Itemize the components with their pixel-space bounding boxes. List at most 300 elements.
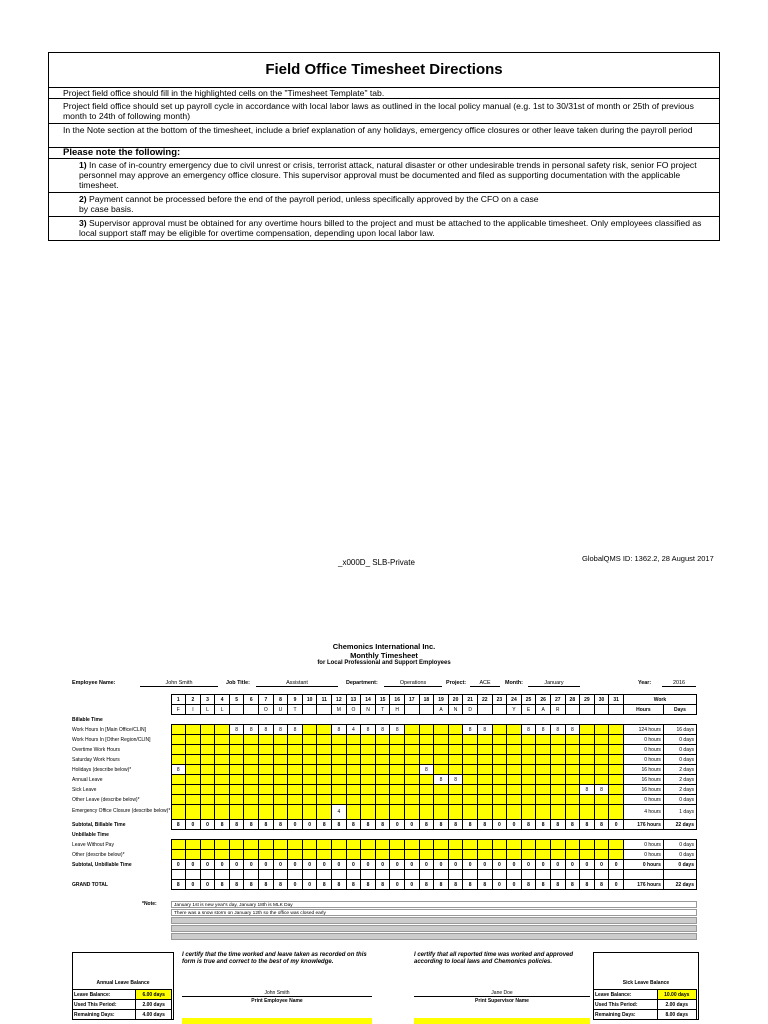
day-cell[interactable]: 8 <box>594 785 609 795</box>
day-cell[interactable] <box>580 725 595 735</box>
day-cell[interactable]: 4 <box>332 805 347 820</box>
day-cell[interactable] <box>186 755 201 765</box>
day-cell[interactable] <box>405 725 420 735</box>
day-cell[interactable] <box>448 785 463 795</box>
day-cell[interactable] <box>405 785 420 795</box>
day-cell[interactable] <box>332 775 347 785</box>
day-cell[interactable] <box>594 775 609 785</box>
employee-name-value[interactable]: John Smith <box>140 680 218 687</box>
day-cell[interactable] <box>580 735 595 745</box>
day-cell[interactable] <box>565 765 580 775</box>
day-cell[interactable] <box>580 850 595 860</box>
day-cell[interactable] <box>463 785 478 795</box>
day-cell[interactable] <box>186 840 201 850</box>
day-cell[interactable] <box>492 785 507 795</box>
day-cell[interactable] <box>288 775 303 785</box>
day-cell[interactable] <box>550 755 565 765</box>
day-cell[interactable] <box>609 745 624 755</box>
day-cell[interactable] <box>390 765 405 775</box>
day-cell[interactable]: 8 <box>273 725 288 735</box>
day-cell[interactable] <box>229 775 244 785</box>
day-cell[interactable] <box>186 745 201 755</box>
day-cell[interactable] <box>346 735 361 745</box>
day-cell[interactable] <box>361 775 376 785</box>
day-cell[interactable]: 8 <box>448 775 463 785</box>
day-cell[interactable] <box>419 745 434 755</box>
day-cell[interactable] <box>375 755 390 765</box>
day-cell[interactable] <box>346 795 361 805</box>
day-cell[interactable] <box>288 850 303 860</box>
day-cell[interactable] <box>317 755 332 765</box>
day-cell[interactable] <box>609 775 624 785</box>
day-cell[interactable] <box>244 745 259 755</box>
day-cell[interactable] <box>317 840 332 850</box>
day-cell[interactable] <box>229 745 244 755</box>
day-cell[interactable] <box>200 840 215 850</box>
day-cell[interactable]: 8 <box>419 765 434 775</box>
day-cell[interactable] <box>302 805 317 820</box>
day-cell[interactable] <box>550 785 565 795</box>
day-cell[interactable] <box>521 805 536 820</box>
day-cell[interactable] <box>200 805 215 820</box>
day-cell[interactable] <box>259 785 274 795</box>
day-cell[interactable] <box>186 735 201 745</box>
day-cell[interactable] <box>521 765 536 775</box>
day-cell[interactable] <box>361 785 376 795</box>
day-cell[interactable] <box>215 840 230 850</box>
day-cell[interactable] <box>463 850 478 860</box>
day-cell[interactable]: 4 <box>346 725 361 735</box>
day-cell[interactable] <box>346 840 361 850</box>
day-cell[interactable] <box>405 735 420 745</box>
day-cell[interactable] <box>186 850 201 860</box>
day-cell[interactable] <box>302 850 317 860</box>
day-cell[interactable] <box>390 805 405 820</box>
day-cell[interactable] <box>332 840 347 850</box>
day-cell[interactable] <box>550 850 565 860</box>
day-cell[interactable] <box>419 785 434 795</box>
day-cell[interactable] <box>521 775 536 785</box>
day-cell[interactable] <box>259 795 274 805</box>
day-cell[interactable] <box>565 805 580 820</box>
employee-print-name[interactable]: John Smith <box>264 990 290 996</box>
day-cell[interactable] <box>200 765 215 775</box>
day-cell[interactable]: 8 <box>434 775 449 785</box>
day-cell[interactable] <box>215 785 230 795</box>
day-cell[interactable] <box>448 755 463 765</box>
project-value[interactable]: ACE <box>470 680 500 687</box>
day-cell[interactable] <box>536 735 551 745</box>
day-cell[interactable] <box>507 765 522 775</box>
day-cell[interactable] <box>477 840 492 850</box>
day-cell[interactable] <box>346 775 361 785</box>
day-cell[interactable] <box>302 725 317 735</box>
day-cell[interactable] <box>419 795 434 805</box>
day-cell[interactable] <box>200 735 215 745</box>
day-cell[interactable] <box>550 775 565 785</box>
day-cell[interactable] <box>346 765 361 775</box>
day-cell[interactable] <box>288 785 303 795</box>
day-cell[interactable] <box>273 755 288 765</box>
day-cell[interactable] <box>390 795 405 805</box>
day-cell[interactable] <box>244 775 259 785</box>
day-cell[interactable] <box>229 840 244 850</box>
day-cell[interactable] <box>419 755 434 765</box>
day-cell[interactable] <box>259 745 274 755</box>
day-cell[interactable] <box>492 805 507 820</box>
day-cell[interactable] <box>405 775 420 785</box>
day-cell[interactable] <box>492 775 507 785</box>
day-cell[interactable] <box>609 795 624 805</box>
day-cell[interactable]: 8 <box>332 725 347 735</box>
day-cell[interactable] <box>229 795 244 805</box>
day-cell[interactable] <box>317 775 332 785</box>
day-cell[interactable] <box>317 735 332 745</box>
day-cell[interactable] <box>448 840 463 850</box>
day-cell[interactable] <box>565 785 580 795</box>
day-cell[interactable] <box>171 840 186 850</box>
day-cell[interactable] <box>507 735 522 745</box>
day-cell[interactable] <box>507 775 522 785</box>
day-cell[interactable] <box>492 735 507 745</box>
day-cell[interactable] <box>346 850 361 860</box>
day-cell[interactable] <box>288 735 303 745</box>
supervisor-print-name[interactable]: Jane Doe <box>491 990 513 996</box>
day-cell[interactable] <box>448 795 463 805</box>
day-cell[interactable] <box>536 840 551 850</box>
day-cell[interactable] <box>229 755 244 765</box>
day-cell[interactable] <box>259 850 274 860</box>
day-cell[interactable] <box>346 745 361 755</box>
day-cell[interactable] <box>346 805 361 820</box>
day-cell[interactable] <box>419 725 434 735</box>
day-cell[interactable] <box>186 795 201 805</box>
day-cell[interactable] <box>419 775 434 785</box>
day-cell[interactable] <box>405 840 420 850</box>
day-cell[interactable] <box>375 785 390 795</box>
day-cell[interactable] <box>361 765 376 775</box>
day-cell[interactable] <box>419 840 434 850</box>
day-cell[interactable] <box>477 775 492 785</box>
day-cell[interactable] <box>405 850 420 860</box>
day-cell[interactable] <box>186 725 201 735</box>
day-cell[interactable] <box>492 725 507 735</box>
day-cell[interactable] <box>346 755 361 765</box>
day-cell[interactable] <box>536 795 551 805</box>
day-cell[interactable] <box>594 765 609 775</box>
day-cell[interactable] <box>171 795 186 805</box>
day-cell[interactable] <box>434 765 449 775</box>
day-cell[interactable] <box>215 725 230 735</box>
day-cell[interactable] <box>259 805 274 820</box>
day-cell[interactable] <box>273 850 288 860</box>
day-cell[interactable] <box>288 765 303 775</box>
day-cell[interactable]: 8 <box>259 725 274 735</box>
day-cell[interactable] <box>565 745 580 755</box>
day-cell[interactable] <box>477 805 492 820</box>
day-cell[interactable] <box>405 745 420 755</box>
day-cell[interactable] <box>609 785 624 795</box>
day-cell[interactable] <box>186 785 201 795</box>
day-cell[interactable] <box>463 795 478 805</box>
day-cell[interactable] <box>521 850 536 860</box>
day-cell[interactable] <box>273 840 288 850</box>
day-cell[interactable] <box>448 765 463 775</box>
day-cell[interactable] <box>434 840 449 850</box>
day-cell[interactable] <box>594 735 609 745</box>
day-cell[interactable] <box>375 745 390 755</box>
day-cell[interactable] <box>317 725 332 735</box>
day-cell[interactable] <box>390 785 405 795</box>
day-cell[interactable] <box>536 775 551 785</box>
note-line-1[interactable]: January 1st is new year's day, January 18th is MLK Day <box>171 901 697 908</box>
day-cell[interactable] <box>390 735 405 745</box>
day-cell[interactable] <box>507 805 522 820</box>
day-cell[interactable] <box>259 775 274 785</box>
day-cell[interactable] <box>580 755 595 765</box>
day-cell[interactable]: 8 <box>375 725 390 735</box>
day-cell[interactable] <box>609 735 624 745</box>
day-cell[interactable] <box>273 805 288 820</box>
day-cell[interactable] <box>200 795 215 805</box>
day-cell[interactable] <box>477 745 492 755</box>
day-cell[interactable] <box>507 840 522 850</box>
day-cell[interactable] <box>492 755 507 765</box>
day-cell[interactable] <box>507 850 522 860</box>
day-cell[interactable] <box>477 850 492 860</box>
day-cell[interactable] <box>215 805 230 820</box>
day-cell[interactable] <box>186 765 201 775</box>
day-cell[interactable] <box>507 725 522 735</box>
day-cell[interactable] <box>215 850 230 860</box>
day-cell[interactable] <box>405 765 420 775</box>
annual-balance-value[interactable]: 6.00 days <box>136 990 172 1000</box>
day-cell[interactable] <box>317 765 332 775</box>
day-cell[interactable] <box>200 745 215 755</box>
day-cell[interactable]: 8 <box>580 785 595 795</box>
day-cell[interactable] <box>171 785 186 795</box>
day-cell[interactable] <box>419 805 434 820</box>
day-cell[interactable] <box>565 735 580 745</box>
day-cell[interactable] <box>200 725 215 735</box>
day-cell[interactable] <box>361 735 376 745</box>
day-cell[interactable] <box>302 795 317 805</box>
day-cell[interactable] <box>332 735 347 745</box>
day-cell[interactable] <box>244 735 259 745</box>
day-cell[interactable] <box>375 775 390 785</box>
day-cell[interactable] <box>609 850 624 860</box>
day-cell[interactable] <box>332 850 347 860</box>
day-cell[interactable] <box>565 840 580 850</box>
day-cell[interactable] <box>171 725 186 735</box>
day-cell[interactable] <box>419 850 434 860</box>
day-cell[interactable] <box>259 735 274 745</box>
day-cell[interactable] <box>609 840 624 850</box>
day-cell[interactable] <box>477 795 492 805</box>
department-value[interactable]: Operations <box>384 680 442 687</box>
day-cell[interactable] <box>609 805 624 820</box>
day-cell[interactable] <box>390 850 405 860</box>
day-cell[interactable]: 8 <box>521 725 536 735</box>
day-cell[interactable] <box>419 735 434 745</box>
day-cell[interactable] <box>302 775 317 785</box>
day-cell[interactable] <box>288 745 303 755</box>
day-cell[interactable] <box>507 785 522 795</box>
day-cell[interactable] <box>565 755 580 765</box>
day-cell[interactable] <box>477 765 492 775</box>
day-cell[interactable] <box>171 745 186 755</box>
day-cell[interactable] <box>521 755 536 765</box>
supervisor-signature-field[interactable] <box>414 1018 590 1024</box>
day-cell[interactable] <box>594 850 609 860</box>
day-cell[interactable]: 8 <box>288 725 303 735</box>
day-cell[interactable] <box>609 755 624 765</box>
day-cell[interactable] <box>405 805 420 820</box>
day-cell[interactable] <box>215 745 230 755</box>
day-cell[interactable] <box>550 765 565 775</box>
day-cell[interactable] <box>361 805 376 820</box>
day-cell[interactable] <box>273 765 288 775</box>
day-cell[interactable] <box>302 755 317 765</box>
day-cell[interactable] <box>288 755 303 765</box>
day-cell[interactable] <box>302 765 317 775</box>
day-cell[interactable] <box>550 745 565 755</box>
day-cell[interactable] <box>200 755 215 765</box>
day-cell[interactable] <box>375 765 390 775</box>
day-cell[interactable] <box>434 805 449 820</box>
day-cell[interactable] <box>229 850 244 860</box>
day-cell[interactable] <box>580 795 595 805</box>
day-cell[interactable] <box>463 735 478 745</box>
day-cell[interactable]: 8 <box>477 725 492 735</box>
day-cell[interactable] <box>259 840 274 850</box>
day-cell[interactable] <box>405 795 420 805</box>
day-cell[interactable] <box>594 795 609 805</box>
day-cell[interactable] <box>332 755 347 765</box>
day-cell[interactable] <box>550 840 565 850</box>
day-cell[interactable] <box>390 755 405 765</box>
day-cell[interactable] <box>477 785 492 795</box>
month-value[interactable]: January <box>528 680 580 687</box>
day-cell[interactable] <box>536 765 551 775</box>
day-cell[interactable] <box>244 785 259 795</box>
day-cell[interactable] <box>565 795 580 805</box>
day-cell[interactable] <box>609 765 624 775</box>
day-cell[interactable] <box>171 735 186 745</box>
day-cell[interactable] <box>594 745 609 755</box>
day-cell[interactable] <box>565 775 580 785</box>
day-cell[interactable] <box>171 755 186 765</box>
day-cell[interactable] <box>477 755 492 765</box>
day-cell[interactable] <box>463 745 478 755</box>
note-line-2[interactable]: There was a snow storm on January 12th so the office was closed early <box>171 909 697 916</box>
note-line-4[interactable] <box>171 925 697 932</box>
day-cell[interactable] <box>215 775 230 785</box>
day-cell[interactable] <box>375 795 390 805</box>
day-cell[interactable] <box>244 795 259 805</box>
day-cell[interactable]: 8 <box>244 725 259 735</box>
note-line-3[interactable] <box>171 917 697 924</box>
day-cell[interactable] <box>390 775 405 785</box>
day-cell[interactable] <box>332 795 347 805</box>
day-cell[interactable] <box>594 755 609 765</box>
day-cell[interactable] <box>346 785 361 795</box>
day-cell[interactable] <box>434 785 449 795</box>
day-cell[interactable]: 8 <box>463 725 478 735</box>
day-cell[interactable] <box>492 850 507 860</box>
day-cell[interactable] <box>550 805 565 820</box>
day-cell[interactable] <box>259 765 274 775</box>
day-cell[interactable] <box>317 805 332 820</box>
day-cell[interactable] <box>361 755 376 765</box>
day-cell[interactable] <box>536 785 551 795</box>
day-cell[interactable] <box>390 745 405 755</box>
day-cell[interactable] <box>244 850 259 860</box>
day-cell[interactable]: 8 <box>229 725 244 735</box>
day-cell[interactable] <box>171 775 186 785</box>
day-cell[interactable] <box>215 755 230 765</box>
day-cell[interactable] <box>200 850 215 860</box>
day-cell[interactable] <box>507 745 522 755</box>
day-cell[interactable] <box>521 785 536 795</box>
day-cell[interactable] <box>463 755 478 765</box>
day-cell[interactable] <box>580 745 595 755</box>
day-cell[interactable] <box>448 735 463 745</box>
day-cell[interactable] <box>200 785 215 795</box>
day-cell[interactable] <box>186 775 201 785</box>
day-cell[interactable] <box>434 735 449 745</box>
employee-signature-field[interactable] <box>182 1018 372 1024</box>
day-cell[interactable] <box>550 795 565 805</box>
day-cell[interactable] <box>375 840 390 850</box>
day-cell[interactable] <box>609 725 624 735</box>
day-cell[interactable] <box>434 725 449 735</box>
day-cell[interactable] <box>244 755 259 765</box>
day-cell[interactable] <box>594 725 609 735</box>
day-cell[interactable] <box>375 805 390 820</box>
day-cell[interactable] <box>332 745 347 755</box>
day-cell[interactable] <box>244 765 259 775</box>
day-cell[interactable] <box>215 765 230 775</box>
day-cell[interactable] <box>259 755 274 765</box>
day-cell[interactable] <box>507 795 522 805</box>
day-cell[interactable] <box>229 735 244 745</box>
day-cell[interactable] <box>463 805 478 820</box>
day-cell[interactable] <box>171 850 186 860</box>
day-cell[interactable] <box>463 765 478 775</box>
day-cell[interactable] <box>507 755 522 765</box>
sick-balance-value[interactable]: 10.00 days <box>657 990 697 1000</box>
day-cell[interactable] <box>215 735 230 745</box>
day-cell[interactable]: 8 <box>536 725 551 735</box>
day-cell[interactable] <box>521 745 536 755</box>
day-cell[interactable] <box>434 850 449 860</box>
day-cell[interactable] <box>580 805 595 820</box>
day-cell[interactable] <box>302 745 317 755</box>
day-cell[interactable] <box>244 840 259 850</box>
day-cell[interactable] <box>332 765 347 775</box>
day-cell[interactable] <box>215 795 230 805</box>
day-cell[interactable] <box>580 775 595 785</box>
day-cell[interactable] <box>375 735 390 745</box>
day-cell[interactable] <box>565 850 580 860</box>
day-cell[interactable] <box>448 850 463 860</box>
day-cell[interactable] <box>536 850 551 860</box>
day-cell[interactable] <box>492 765 507 775</box>
day-cell[interactable]: 8 <box>565 725 580 735</box>
day-cell[interactable] <box>448 725 463 735</box>
day-cell[interactable] <box>361 745 376 755</box>
